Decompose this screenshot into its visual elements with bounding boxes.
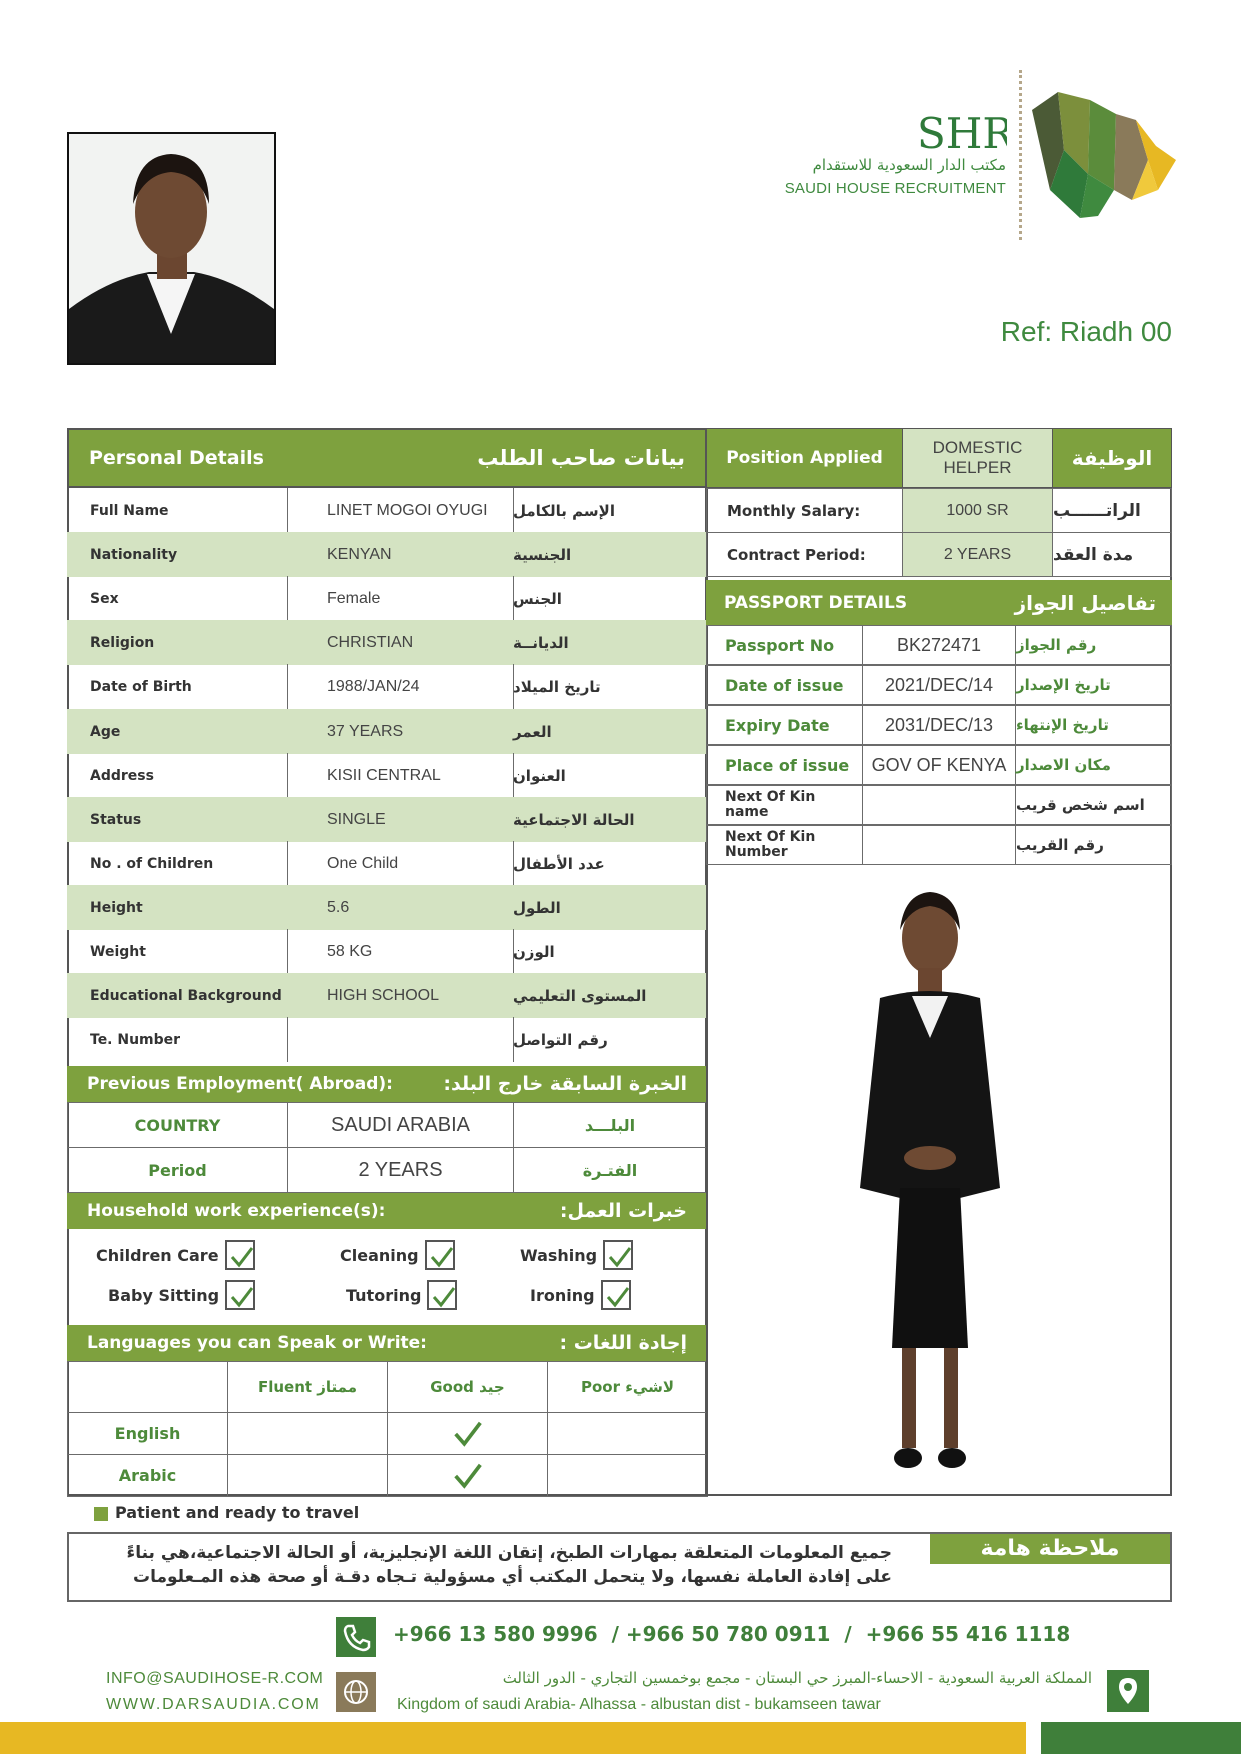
checkbox-checked-icon[interactable] <box>425 1240 455 1270</box>
passport-label-ar: اسم شخص قريب <box>1015 785 1172 825</box>
passport-value: GOV OF KENYA <box>862 745 1016 785</box>
prev-country-label: COUNTRY <box>67 1102 288 1148</box>
address-english: Kingdom of saudi Arabia- Alhassa - albustan dist - bukamseen tawar <box>397 1696 881 1713</box>
household-item <box>96 1240 255 1270</box>
personal-value: 5.6 <box>287 885 514 930</box>
logo-arabic-name: مكتب الدار السعودية للاستقدام <box>812 156 1006 174</box>
position-value: DOMESTIC HELPER <box>902 428 1053 488</box>
passport-label: Passport No <box>706 625 863 665</box>
important-note-line2: على إفادة العاملة نفسها، ولا يتحمل المكتب أي مسؤولية تـجاه دقـة أو صحة هذه المـعلومات <box>132 1567 892 1587</box>
checkbox-checked-icon[interactable] <box>601 1280 631 1310</box>
logo-divider <box>1019 70 1022 240</box>
checkbox-checked-icon[interactable] <box>225 1240 255 1270</box>
personal-label-ar: العمر <box>513 709 707 754</box>
contract-label: Contract Period: <box>706 532 903 577</box>
lang-level-cell <box>387 1412 548 1455</box>
passport-label: Next Of Kin Number <box>706 825 863 865</box>
passport-value <box>862 825 1016 865</box>
lang-name: Arabic <box>67 1454 228 1497</box>
personal-title-ar: بيانات صاحب الطلب <box>477 446 685 470</box>
personal-value: 58 KG <box>287 929 514 974</box>
phone-icon <box>336 1617 376 1657</box>
household-item <box>346 1280 457 1310</box>
personal-label-ar: الجنس <box>513 589 562 608</box>
household-item-label: Children Care <box>96 1245 219 1265</box>
personal-title-en: Personal Details <box>89 447 264 469</box>
personal-value <box>287 1017 514 1062</box>
logo-wordmark <box>917 110 1007 154</box>
personal-label-ar: تاريخ الميلاد <box>513 677 601 696</box>
passport-label: Date of issue <box>706 665 863 705</box>
footer-bar-green <box>1041 1722 1241 1754</box>
household-header <box>67 1193 707 1229</box>
logo-text: SHR <box>917 110 1007 154</box>
lang-level-cell <box>547 1454 708 1497</box>
contact-website[interactable]: WWW.DARSAUDIA.COM <box>106 1696 321 1713</box>
note-bullet-square <box>94 1507 108 1521</box>
household-item-label: Washing <box>520 1245 598 1265</box>
checkbox-checked-icon[interactable] <box>427 1280 457 1310</box>
passport-label-ar: تاريخ الإصدار <box>1015 665 1172 705</box>
personal-label: Height <box>67 885 288 930</box>
personal-label: Full Name <box>67 488 288 533</box>
passport-label-ar: رقم القريب <box>1015 825 1172 865</box>
logo-english-name: SAUDI HOUSE RECRUITMENT <box>784 180 1006 197</box>
address-arabic: المملكة العربية السعودية - الاحساء-المبرز حي البستان - مجمع بوخمسين التجاري - الدور الثالث <box>502 1669 1092 1687</box>
checkbox-checked-icon[interactable] <box>603 1240 633 1270</box>
prev-country-ar: البلـــد <box>513 1102 707 1148</box>
household-item-label: Cleaning <box>340 1245 419 1265</box>
prev-employment-header <box>67 1066 707 1102</box>
position-label-ar: الوظيفة <box>1052 428 1172 488</box>
languages-header <box>67 1325 707 1361</box>
checkmark-icon <box>452 1460 484 1492</box>
languages-title-ar: إجادة اللغات : <box>559 1332 687 1354</box>
personal-value: CHRISTIAN <box>287 620 514 665</box>
important-note-line1: جميع المعلومات المتعلقة بمهارات الطبخ، إتقان اللغة الإنجليزية، أو الحالة الاجتماعية،هي بناءً <box>126 1543 892 1563</box>
lang-name: English <box>67 1412 228 1455</box>
passport-label: Place of issue <box>706 745 863 785</box>
globe-icon <box>336 1672 376 1712</box>
passport-label: Next Of Kin name <box>706 785 863 825</box>
household-item-label: Ironing <box>530 1285 595 1305</box>
passport-value <box>862 785 1016 825</box>
prev-title-ar: الخبرة السابقة خارج البلد: <box>443 1073 687 1095</box>
passport-value: 2021/DEC/14 <box>862 665 1016 705</box>
footer-bar-yellow <box>0 1722 1026 1754</box>
contract-value: 2 YEARS <box>902 532 1053 577</box>
prev-period-label: Period <box>67 1147 288 1193</box>
personal-label: Age <box>67 709 288 754</box>
personal-value: KISII CENTRAL <box>287 753 514 798</box>
passport-header <box>706 580 1172 625</box>
note-bullet-text: Patient and ready to travel <box>115 1503 360 1522</box>
household-item <box>108 1280 255 1310</box>
lang-level-cell <box>227 1412 388 1455</box>
lang-level-header: Fluent ممتاز <box>227 1361 388 1413</box>
lang-level-header: Good جيد <box>387 1361 548 1413</box>
location-pin-icon <box>1107 1670 1149 1712</box>
household-item-label: Baby Sitting <box>108 1285 220 1305</box>
passport-title-ar: تفاصيل الجواز <box>1014 590 1156 615</box>
contract-label-ar: مدة العقد <box>1052 532 1172 577</box>
personal-label-ar: رقم التواصل <box>513 1030 608 1049</box>
checkbox-checked-icon[interactable] <box>225 1280 255 1310</box>
personal-label: Sex <box>67 576 288 621</box>
personal-value: 1988/JAN/24 <box>287 664 514 709</box>
reference-number: Ref: Riadh 00 <box>1000 316 1172 347</box>
lang-level-cell <box>387 1454 548 1497</box>
personal-value: One Child <box>287 841 514 886</box>
personal-label: Date of Birth <box>67 664 288 709</box>
personal-label-ar: عدد الأطفال <box>513 854 605 873</box>
personal-label-ar: المستوى التعليمي <box>513 973 707 1018</box>
personal-label-ar: الجنسية <box>513 532 707 577</box>
personal-label: Nationality <box>67 532 288 577</box>
prev-title-en: Previous Employment( Abroad): <box>87 1074 393 1094</box>
position-label: Position Applied <box>706 428 903 488</box>
salary-label: Monthly Salary: <box>706 488 903 533</box>
passport-label-ar: رقم الجواز <box>1015 625 1172 665</box>
passport-title-en: PASSPORT DETAILS <box>724 592 908 613</box>
checkmark-icon <box>452 1418 484 1450</box>
personal-label: Address <box>67 753 288 798</box>
lang-level-header: Poor لاشيء <box>547 1361 708 1413</box>
salary-label-ar: الراتــــــب <box>1052 488 1172 533</box>
personal-label: Te. Number <box>67 1017 288 1062</box>
full-body-photo <box>840 888 1050 1488</box>
personal-label-ar: الإسم بالكامل <box>513 501 615 520</box>
phone-numbers: +966 13 580 9996 / +966 50 780 0911 / +966 55 416 1118 <box>393 1622 1071 1646</box>
prev-period-value: 2 YEARS <box>287 1147 514 1193</box>
important-note-title: ملاحظة هامة <box>930 1534 1170 1564</box>
personal-value: Female <box>287 576 514 621</box>
prev-country-value: SAUDI ARABIA <box>287 1102 514 1148</box>
personal-label: No . of Children <box>67 841 288 886</box>
prev-period-ar: الفتـرة <box>513 1147 707 1193</box>
languages-title-en: Languages you can Speak or Write: <box>87 1333 427 1353</box>
personal-label: Status <box>67 797 288 842</box>
personal-value: KENYAN <box>287 532 514 577</box>
personal-value: 37 YEARS <box>287 709 514 754</box>
passport-value: BK272471 <box>862 625 1016 665</box>
personal-label-ar: الحالة الاجتماعية <box>513 797 707 842</box>
personal-label: Educational Background <box>67 973 288 1018</box>
passport-value: 2031/DEC/13 <box>862 705 1016 745</box>
contact-email[interactable]: INFO@SAUDIHOSE-R.COM <box>106 1670 324 1687</box>
personal-details-header <box>67 428 707 488</box>
personal-value: LINET MOGOI OYUGI <box>287 488 514 533</box>
household-item <box>340 1240 455 1270</box>
passport-label-ar: مكان الاصدار <box>1015 745 1172 785</box>
personal-label-ar: الوزن <box>513 942 555 961</box>
personal-label-ar: الديانــة <box>513 620 707 665</box>
applicant-photo <box>67 132 276 365</box>
household-title-ar: خبرات العمل: <box>559 1200 687 1222</box>
personal-value: HIGH SCHOOL <box>287 973 514 1018</box>
personal-value: SINGLE <box>287 797 514 842</box>
household-item <box>530 1280 631 1310</box>
personal-label-ar: العنوان <box>513 766 566 785</box>
passport-label: Expiry Date <box>706 705 863 745</box>
household-item <box>520 1240 633 1270</box>
personal-label-ar: الطول <box>513 885 707 930</box>
household-item-label: Tutoring <box>346 1285 422 1305</box>
household-title-en: Household work experience(s): <box>87 1201 386 1221</box>
logo-map-icon <box>1028 90 1178 220</box>
lang-level-cell <box>547 1412 708 1455</box>
lang-level-cell <box>227 1454 388 1497</box>
salary-value: 1000 SR <box>902 488 1053 533</box>
personal-label: Weight <box>67 929 288 974</box>
passport-label-ar: تاريخ الإنتهاء <box>1015 705 1172 745</box>
personal-label: Religion <box>67 620 288 665</box>
lang-header-blank <box>67 1361 228 1413</box>
